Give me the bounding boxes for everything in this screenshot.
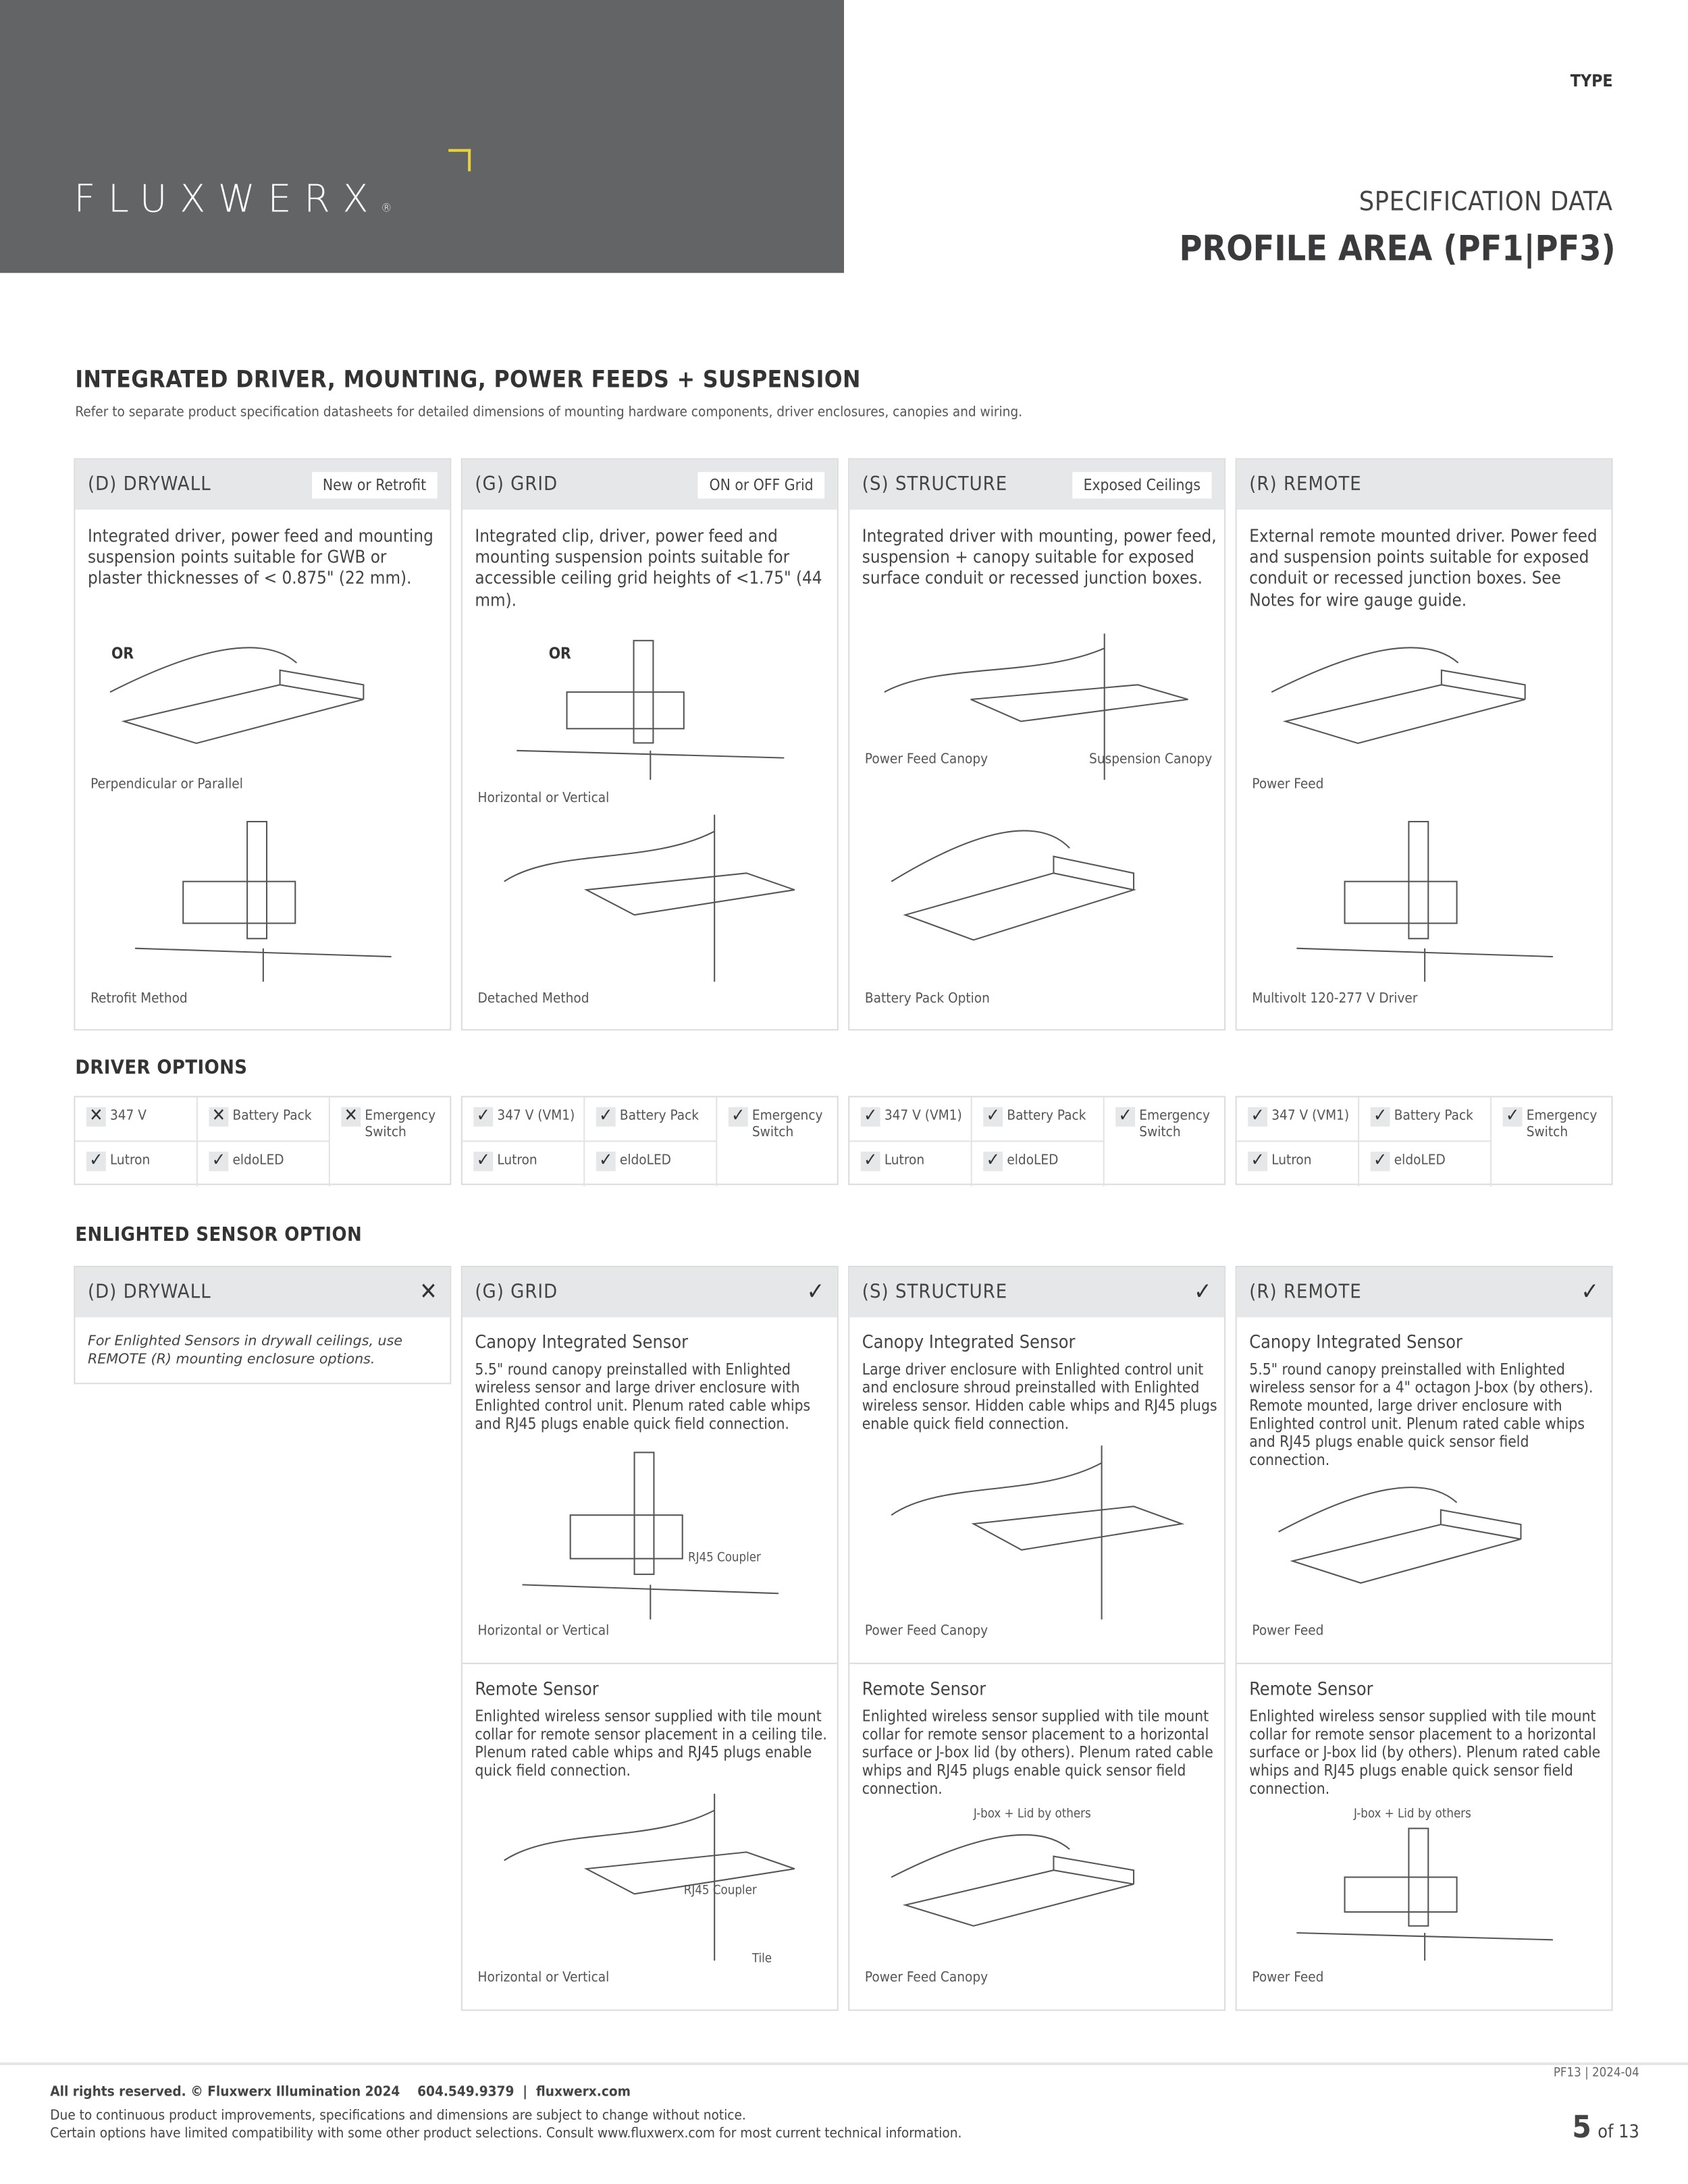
logo-bracket-icon — [448, 149, 471, 171]
sensor-note: For Enlighted Sensors in drywall ceilings, use REMOTE (R) mounting enclosure options. — [87, 1334, 403, 1368]
check-icon: ✓ — [1581, 1278, 1599, 1306]
card-header — [849, 460, 1224, 510]
driver-option-lutron — [1237, 1142, 1360, 1186]
phone: 604.549.9379 — [417, 2084, 515, 2100]
divider — [463, 1663, 837, 1664]
logo-text: FLUXWERX — [74, 178, 381, 221]
check-icon: ✓ — [729, 1107, 748, 1127]
sensor-card-sstructure — [848, 1266, 1225, 2011]
product-illustration — [490, 1445, 810, 1620]
illustration-caption: Retrofit Method — [90, 991, 188, 1007]
check-icon: ✓ — [861, 1107, 880, 1127]
illustration-caption: Detached Method — [477, 991, 589, 1007]
sensor-option-title: ENLIGHTED SENSOR OPTION — [75, 1224, 363, 1247]
copyright: All rights reserved. © Fluxwerx Illumination 2024 — [50, 2084, 400, 2100]
footer-notice: Due to continuous product improvements, specifications and dimensions are subject to change without notice. — [50, 2108, 746, 2124]
option-label: 347 V — [109, 1108, 147, 1124]
option-label: eldoLED — [1394, 1152, 1446, 1169]
product-illustration — [1258, 634, 1592, 780]
sensor-description: Enlighted wireless sensor supplied with tile mount collar for remote sensor placement to a horizontal surface or J-box lid (by others). Plenum rated cable whips and RJ45 plugs enable quick sensor field connection. — [862, 1707, 1213, 1798]
driver-options-group — [74, 1096, 451, 1185]
mounting-card-sstructure — [848, 458, 1225, 1031]
sensor-card-ggrid — [461, 1266, 839, 2011]
card-header — [463, 1267, 837, 1317]
check-icon: ✓ — [983, 1107, 1003, 1127]
rj45-coupler-label: RJ45 Coupler — [687, 1551, 761, 1566]
product-illustration — [1265, 1821, 1585, 1961]
product-illustration — [878, 1821, 1198, 1961]
card-title: (D) DRYWALL — [87, 1281, 211, 1304]
illustration-caption: Horizontal or Vertical — [477, 791, 610, 807]
illustration-caption: Suspension Canopy — [1089, 751, 1213, 768]
card-header — [75, 1267, 450, 1317]
card-description: Integrated driver with mounting, power feed, suspension + canopy suitable for exposed surface conduit or recessed junction boxes. — [862, 525, 1217, 589]
check-icon: ✓ — [1503, 1107, 1523, 1127]
footer-divider — [0, 2062, 1688, 2065]
product-illustration — [103, 815, 423, 982]
product-illustration — [878, 1445, 1198, 1620]
illustration-caption: Multivolt 120-277 V Driver — [1252, 991, 1418, 1007]
illustration-caption: Battery Pack Option — [864, 991, 990, 1007]
option-label: Battery Pack — [1394, 1108, 1473, 1124]
product-title: PROFILE AREA (PF1|PF3) — [1179, 228, 1616, 269]
callout-label: J-box + Lid by others — [973, 1807, 1091, 1822]
product-illustration — [1265, 1473, 1585, 1620]
callout-label: J-box + Lid by others — [1353, 1807, 1471, 1822]
illustration-caption: Power Feed Canopy — [864, 1624, 988, 1639]
sensor-description: Large driver enclosure with Enlighted control unit and enclosure shroud preinstalled with Enlighted wireless sensor. Hidden cable whips and RJ45 plugs enable quick field connection. — [862, 1360, 1217, 1433]
driver-option-lutron — [463, 1142, 585, 1186]
illustration-caption: Horizontal or Vertical — [477, 1624, 610, 1639]
check-icon: ✓ — [1371, 1107, 1390, 1127]
footer-compat: Certain options have limited compatibility with some other product selections. Consult www.fluxwerx.com for most current technical information. — [50, 2126, 962, 2142]
check-icon: ✓ — [209, 1152, 228, 1171]
check-icon: ✓ — [861, 1152, 880, 1171]
check-icon: ✓ — [1371, 1152, 1390, 1171]
footer-rights: All rights reserved. © Fluxwerx Illumination 2024 604.549.9379 | fluxwerx.com — [50, 2084, 631, 2100]
card-description: Integrated clip, driver, power feed and mounting suspension points suitable for accessible ceiling grid heights of <1.75" (44 mm). — [475, 525, 822, 610]
driver-option-347-v — [75, 1097, 198, 1142]
card-header — [849, 1267, 1224, 1317]
option-label: Emergency Switch — [751, 1108, 823, 1141]
driver-option-battery-pack — [1359, 1097, 1492, 1142]
card-header — [463, 460, 837, 510]
illustration-caption: Power Feed Canopy — [864, 1970, 988, 1986]
option-label: Battery Pack — [232, 1108, 312, 1124]
sensor-card-rremote — [1236, 1266, 1613, 2011]
driver-option-eldoled — [1359, 1142, 1492, 1186]
card-badge: New or Retrofit — [311, 471, 437, 498]
card-header — [1237, 460, 1612, 510]
sensor-title: Remote Sensor — [1249, 1679, 1373, 1701]
card-title: (D) DRYWALL — [87, 473, 211, 496]
option-label: Lutron — [497, 1152, 537, 1169]
option-label: eldoLED — [232, 1152, 284, 1169]
illustration-caption: Perpendicular or Parallel — [90, 776, 243, 793]
option-label: Emergency Switch — [1139, 1108, 1210, 1141]
check-icon: ✓ — [1194, 1278, 1212, 1306]
driver-option-eldoled — [972, 1142, 1105, 1186]
option-label: eldoLED — [1007, 1152, 1059, 1169]
card-description: Integrated driver, power feed and mounting suspension points suitable for GWB or plaster thicknesses of < 0.875" (22 mm). — [87, 525, 433, 589]
sensor-description: 5.5" round canopy preinstalled with Enlighted wireless sensor for a 4" octagon J-box (by others). Remote mounted, large driver enclosure with Enlighted control unit. Plenum rated cable whips and RJ45 plugs enable quick sensor field connection. — [1249, 1360, 1593, 1470]
card-title: (S) STRUCTURE — [862, 1281, 1008, 1304]
sensor-title: Canopy Integrated Sensor — [475, 1333, 689, 1354]
driver-option-emergency-switch — [330, 1097, 450, 1186]
sensor-title: Canopy Integrated Sensor — [1249, 1333, 1462, 1354]
card-description: External remote mounted driver. Power feed and suspension points suitable for exposed conduit or recessed junction boxes. See Notes for wire gauge guide. — [1249, 525, 1598, 610]
sensor-title: Remote Sensor — [862, 1679, 986, 1701]
check-icon: ✓ — [1248, 1107, 1267, 1127]
section-title: INTEGRATED DRIVER, MOUNTING, POWER FEEDS + SUSPENSION — [75, 366, 861, 394]
x-icon: ✕ — [86, 1107, 106, 1127]
tile-label: Tile — [751, 1952, 772, 1967]
card-title: (S) STRUCTURE — [862, 473, 1008, 496]
mounting-card-rremote — [1236, 458, 1613, 1031]
card-title: (G) GRID — [475, 473, 558, 496]
driver-option-347-v-vm1- — [849, 1097, 972, 1142]
check-icon: ✓ — [1115, 1107, 1135, 1127]
option-label: eldoLED — [619, 1152, 671, 1169]
card-badge: Exposed Ceilings — [1072, 471, 1211, 498]
check-icon: ✓ — [473, 1152, 493, 1171]
spec-label: SPECIFICATION DATA — [1359, 186, 1613, 217]
product-illustration — [1265, 815, 1585, 982]
driver-option-battery-pack — [972, 1097, 1105, 1142]
x-icon: ✕ — [341, 1107, 361, 1127]
card-title: (R) REMOTE — [1249, 1281, 1362, 1304]
driver-option-emergency-switch — [1105, 1097, 1224, 1186]
driver-option-347-v-vm1- — [463, 1097, 585, 1142]
driver-option-emergency-switch — [1492, 1097, 1611, 1186]
driver-option-eldoled — [585, 1142, 717, 1186]
check-icon: ✓ — [1248, 1152, 1267, 1171]
website-link[interactable]: fluxwerx.com — [535, 2084, 631, 2100]
driver-option-lutron — [849, 1142, 972, 1186]
driver-options-group — [848, 1096, 1225, 1185]
section-subtitle: Refer to separate product specification datasheets for detailed dimensions of mounting hardware components, driver enclosures, canopies and wiring. — [75, 405, 1023, 421]
card-title: (G) GRID — [475, 1281, 558, 1304]
option-label: Battery Pack — [619, 1108, 700, 1124]
or-label: OR — [548, 645, 571, 663]
driver-option-battery-pack — [198, 1097, 330, 1142]
x-icon: ✕ — [209, 1107, 228, 1127]
sensor-title: Remote Sensor — [475, 1679, 599, 1701]
product-illustration — [483, 634, 818, 780]
product-illustration — [96, 634, 430, 780]
callout-label: RJ45 Coupler — [683, 1884, 757, 1898]
option-label: Emergency Switch — [365, 1108, 436, 1141]
check-icon: ✓ — [806, 1278, 825, 1306]
option-label: Lutron — [1271, 1152, 1312, 1169]
or-label: OR — [111, 645, 134, 663]
illustration-caption: Power Feed — [1252, 776, 1324, 793]
check-icon: ✓ — [596, 1107, 616, 1127]
illustration-caption: Power Feed Canopy — [864, 751, 988, 768]
driver-options-group — [1236, 1096, 1613, 1185]
product-illustration — [490, 1794, 810, 1961]
x-icon: ✕ — [419, 1278, 438, 1306]
check-icon: ✓ — [983, 1152, 1003, 1171]
option-label: Lutron — [109, 1152, 151, 1169]
sensor-description: 5.5" round canopy preinstalled with Enlighted wireless sensor and large driver enclosure with Enlighted control unit. Plenum rated cable whips and RJ45 plugs enable quick field connection. — [475, 1360, 811, 1433]
illustration-caption: Horizontal or Vertical — [477, 1970, 610, 1986]
driver-options-title: DRIVER OPTIONS — [75, 1057, 248, 1080]
driver-options-group — [461, 1096, 839, 1185]
mounting-card-ddrywall — [74, 458, 451, 1031]
driver-option-eldoled — [198, 1142, 330, 1186]
fluxwerx-logo: FLUXWERX® — [74, 178, 392, 221]
type-label: TYPE — [1570, 71, 1613, 91]
sensor-description: Enlighted wireless sensor supplied with tile mount collar for remote sensor placement in a ceiling tile. Plenum rated cable whips and RJ45 plugs enable quick field connection. — [475, 1707, 827, 1780]
product-illustration — [878, 815, 1198, 982]
check-icon: ✓ — [596, 1152, 616, 1171]
sensor-description: Enlighted wireless sensor supplied with tile mount collar for remote sensor placement to a horizontal surface or J-box lid (by others). Plenum rated cable whips and RJ45 plugs enable quick sensor field connection. — [1249, 1707, 1601, 1798]
card-badge: ON or OFF Grid — [698, 471, 824, 498]
driver-option-emergency-switch — [717, 1097, 837, 1186]
driver-option-lutron — [75, 1142, 198, 1186]
driver-option-347-v-vm1- — [1237, 1097, 1360, 1142]
illustration-caption: Power Feed — [1252, 1970, 1324, 1986]
product-illustration — [490, 815, 810, 982]
card-header — [75, 460, 450, 510]
illustration-caption: Power Feed — [1252, 1624, 1324, 1639]
doc-code: PF13 | 2024-04 — [1553, 2067, 1639, 2081]
option-label: Emergency Switch — [1526, 1108, 1598, 1141]
sensor-title: Canopy Integrated Sensor — [862, 1333, 1076, 1354]
divider — [849, 1663, 1224, 1664]
page-current: 5 — [1572, 2111, 1591, 2146]
mounting-card-ggrid — [461, 458, 839, 1031]
driver-option-battery-pack — [585, 1097, 717, 1142]
option-label: Battery Pack — [1007, 1108, 1086, 1124]
brand-header-block — [0, 0, 844, 273]
check-icon: ✓ — [86, 1152, 106, 1171]
option-label: 347 V (VM1) — [884, 1108, 962, 1124]
option-label: 347 V (VM1) — [1271, 1108, 1350, 1124]
page-number — [1572, 2111, 1639, 2146]
card-title: (R) REMOTE — [1249, 473, 1362, 496]
card-header — [1237, 1267, 1612, 1317]
option-label: 347 V (VM1) — [497, 1108, 575, 1124]
page-total: of 13 — [1598, 2122, 1639, 2143]
option-label: Lutron — [884, 1152, 925, 1169]
check-icon: ✓ — [473, 1107, 493, 1127]
sensor-card-drywall — [74, 1266, 451, 1384]
divider — [1237, 1663, 1612, 1664]
